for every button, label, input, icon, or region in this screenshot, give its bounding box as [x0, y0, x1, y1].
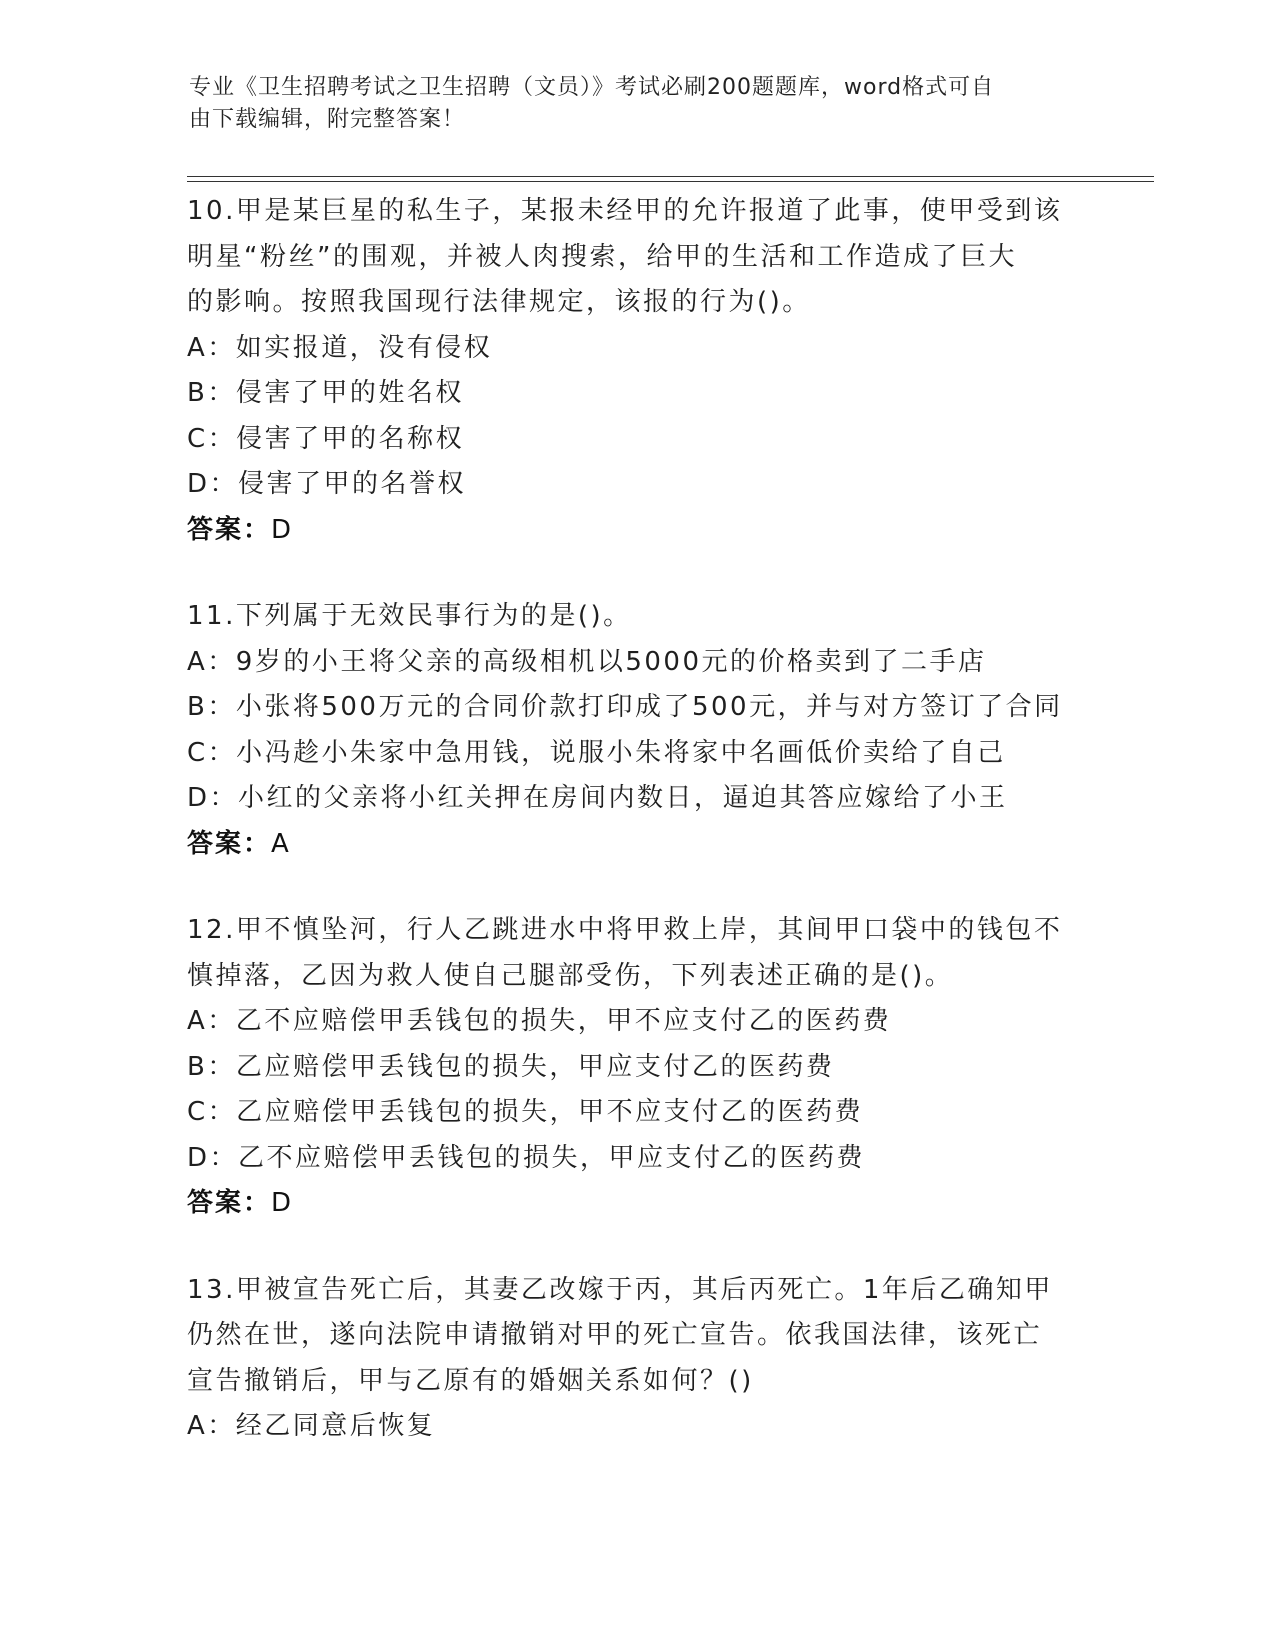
question-13 [187, 1268, 1087, 1450]
question-stem-line: 宣告撤销后，甲与乙原有的婚姻关系如何？() [187, 1365, 754, 1396]
question-stem-line: 明星“粉丝”的围观，并被人肉搜索，给甲的生活和工作造成了巨大 [187, 241, 1017, 272]
option-a: A：9岁的小王将父亲的高级相机以5000元的价格卖到了二手店 [187, 646, 987, 677]
option-b: B：小张将500万元的合同价款打印成了500元，并与对方签订了合同 [187, 692, 1063, 722]
header-divider-bottom [187, 181, 1154, 182]
question-stem-line: 13.甲被宣告死亡后，其妻乙改嫁于丙，其后丙死亡。1年后乙确知甲 [187, 1274, 1053, 1305]
header-divider-top [187, 176, 1154, 177]
answer-value: D [271, 1188, 294, 1218]
question-12 [187, 908, 1087, 1227]
answer-label: 答案： [187, 1188, 272, 1218]
question-stem-line: 12.甲不慎坠河，行人乙跳进水中将甲救上岸，其间甲口袋中的钱包不 [187, 915, 1063, 945]
option-d: D：小红的父亲将小红关押在房间内数日，逼迫其答应嫁给了小王 [187, 783, 1008, 813]
option-d: D：侵害了甲的名誉权 [187, 469, 467, 499]
question-11 [187, 594, 1087, 867]
question-stem-line: 10.甲是某巨星的私生子，某报未经甲的允许报道了此事，使甲受到该 [187, 196, 1063, 226]
answer-line [187, 1181, 1087, 1227]
option-a: A：经乙同意后恢复 [187, 1411, 436, 1441]
answer-line [187, 822, 1087, 868]
option-b: B：乙应赔偿甲丢钱包的损失，甲应支付乙的医药费 [187, 1051, 835, 1082]
header-line-2: 由下载编辑，附完整答案！ [189, 107, 466, 132]
option-c: C：小冯趁小朱家中急用钱，说服小朱将家中名画低价卖给了自己 [187, 737, 1006, 768]
answer-label: 答案： [187, 514, 272, 545]
question-stem-line: 仍然在世，遂向法院申请撤销对甲的死亡宣告。依我国法律，该死亡 [187, 1320, 1043, 1350]
answer-value: D [271, 514, 294, 545]
answer-label: 答案： [187, 828, 272, 859]
question-stem-line: 的影响。按照我国现行法律规定，该报的行为()。 [187, 287, 811, 317]
question-stem-line: 慎掉落，乙因为救人使自己腿部受伤，下列表述正确的是()。 [187, 960, 954, 991]
header-line-1: 专业《卫生招聘考试之卫生招聘（文员）》考试必刷200题题库，word格式可自 [189, 75, 995, 100]
document-header [189, 72, 1069, 136]
option-a: A：乙不应赔偿甲丢钱包的损失，甲不应支付乙的医药费 [187, 1006, 892, 1036]
option-b: B：侵害了甲的姓名权 [187, 378, 464, 408]
question-stem-line: 11.下列属于无效民事行为的是()。 [187, 601, 632, 631]
option-a: A：如实报道，没有侵权 [187, 332, 493, 363]
question-10 [187, 189, 1087, 553]
option-d: D：乙不应赔偿甲丢钱包的损失，甲应支付乙的医药费 [187, 1142, 866, 1173]
question-list [187, 189, 1087, 1491]
answer-line [187, 508, 1087, 554]
option-c: C：侵害了甲的名称权 [187, 423, 465, 454]
answer-value: A [271, 828, 291, 859]
option-c: C：乙应赔偿甲丢钱包的损失，甲不应支付乙的医药费 [187, 1097, 864, 1127]
